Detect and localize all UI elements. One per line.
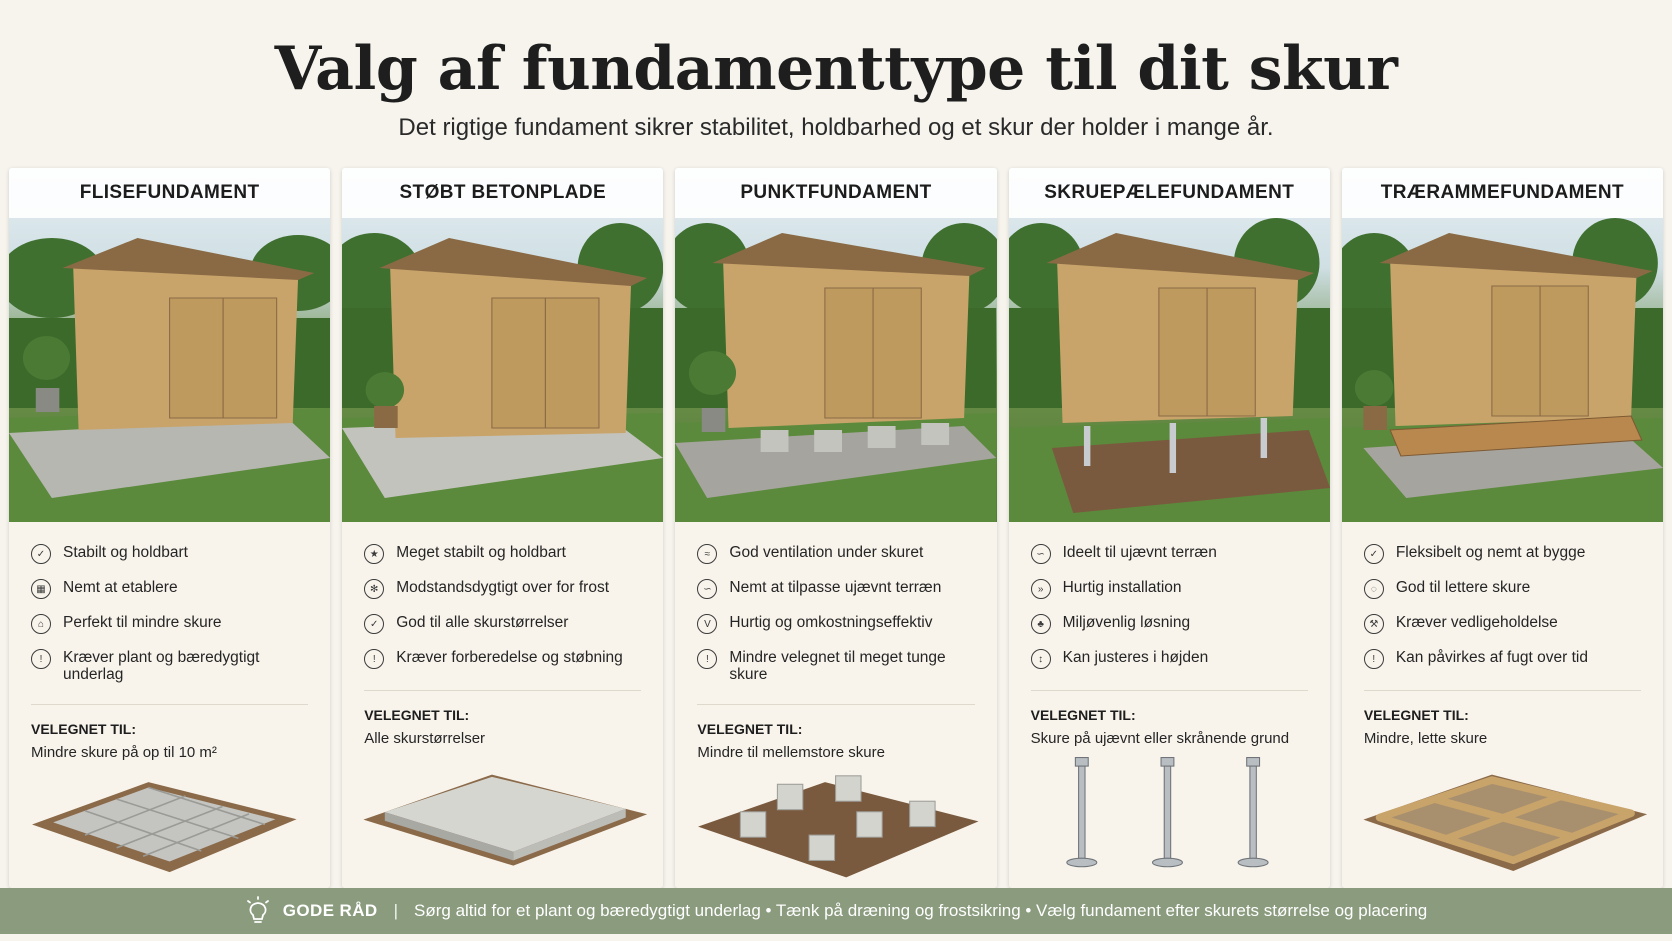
suitable-text: Mindre, lette skure bbox=[1363, 730, 1488, 747]
medal-icon: ★ bbox=[364, 544, 384, 564]
screw-piles-illustration bbox=[1009, 747, 1330, 888]
divider bbox=[1364, 690, 1641, 691]
feather-icon: ◌ bbox=[1364, 579, 1384, 599]
feature-list bbox=[342, 522, 663, 684]
feature-item: » Hurtig installation bbox=[1031, 579, 1310, 599]
suitable-label: VELEGNET TIL: bbox=[1030, 707, 1136, 723]
card-punktfundament bbox=[675, 168, 996, 888]
feature-list bbox=[9, 522, 330, 698]
divider bbox=[31, 704, 308, 705]
card-title: FLISEFUNDAMENT bbox=[9, 168, 330, 218]
airflow-icon: ≈ bbox=[697, 544, 717, 564]
feature-item: ↕ Kan justeres i højden bbox=[1031, 649, 1310, 669]
feature-item: ✻ Modstandsdygtigt over for frost bbox=[364, 579, 643, 599]
suitable-label: VELEGNET TIL: bbox=[1363, 707, 1469, 723]
tips-label: GODE RÅD bbox=[282, 901, 378, 920]
feature-item: ! Kræver forberedelse og støbning bbox=[364, 649, 643, 669]
wood-frame-illustration bbox=[1342, 747, 1663, 888]
suitable-label: VELEGNET TIL: bbox=[364, 707, 470, 723]
feature-item: ! Kræver plant og bæredygtigt underlag bbox=[31, 649, 310, 683]
shield-check-icon: ✓ bbox=[31, 544, 51, 564]
divider bbox=[697, 704, 974, 705]
concrete-slab-illustration bbox=[342, 747, 663, 888]
feature-item: ! Mindre velegnet til meget tunge skure bbox=[697, 649, 976, 683]
card-traerammefundament bbox=[1342, 168, 1663, 888]
suitable-label: VELEGNET TIL: bbox=[697, 721, 803, 737]
feature-item: ✓ Fleksibelt og nemt at bygge bbox=[1364, 544, 1643, 564]
card-title: TRÆRAMMEFUNDAMENT bbox=[1342, 168, 1663, 218]
card-title: STØBT BETONPLADE bbox=[342, 168, 663, 218]
shed-on-screw-piles-photo bbox=[1009, 168, 1330, 522]
checkbox-icon: ✓ bbox=[1364, 544, 1384, 564]
divider bbox=[364, 690, 641, 691]
wrench-icon: ⚒ bbox=[1364, 614, 1384, 634]
tiles-icon: ▦ bbox=[31, 579, 51, 599]
card-title: SKRUEPÆLEFUNDAMENT bbox=[1009, 168, 1330, 218]
card-stoebt-betonplade bbox=[342, 168, 663, 888]
feature-item: ! Kan påvirkes af fugt over tid bbox=[1364, 649, 1643, 669]
feature-item: ≈ God ventilation under skuret bbox=[697, 544, 976, 564]
concrete-blocks-illustration bbox=[675, 761, 996, 888]
adjust-icon: ↕ bbox=[1031, 649, 1051, 669]
tips-text: Sørg altid for et plant og bæredygtigt underlag • Tænk på dræning og frostsikring • Vælg fundament efter skurets størrelse og placering bbox=[414, 901, 1428, 920]
shed-photo bbox=[9, 168, 330, 522]
terrain-icon: ∽ bbox=[697, 579, 717, 599]
card-flisefundament bbox=[9, 168, 330, 888]
suitable-text: Skure på ujævnt eller skrånende grund bbox=[1030, 730, 1290, 747]
feature-item: ⌂ Perfekt til mindre skure bbox=[31, 614, 310, 634]
divider bbox=[1031, 690, 1308, 691]
page-title: Valg af fundamenttype til dit skur bbox=[274, 34, 1398, 104]
shed-on-concrete-photo bbox=[342, 168, 663, 522]
warning-icon: ! bbox=[697, 649, 717, 669]
shed-photo bbox=[1342, 168, 1663, 522]
feature-item: ▦ Nemt at etablere bbox=[31, 579, 310, 599]
tips-separator: | bbox=[393, 901, 399, 920]
feature-item: ⚒ Kræver vedligeholdelse bbox=[1364, 614, 1643, 634]
page-subtitle: Det rigtige fundament sikrer stabilitet, holdbarhed og et skur der holder i mange år. bbox=[398, 114, 1274, 141]
feature-list bbox=[1342, 522, 1663, 684]
shed-on-blocks-photo bbox=[675, 168, 996, 522]
value-icon: V bbox=[697, 614, 717, 634]
lightbulb-icon bbox=[245, 896, 271, 926]
feature-item: ◌ God til lettere skure bbox=[1364, 579, 1643, 599]
suitable-text: Alle skurstørrelser bbox=[364, 730, 486, 747]
suitable-text: Mindre til mellemstore skure bbox=[697, 744, 885, 761]
tips-bar bbox=[0, 888, 1672, 934]
suitable-text: Mindre skure på op til 10 m² bbox=[31, 744, 217, 761]
warning-icon: ! bbox=[364, 649, 384, 669]
snowflake-icon: ✻ bbox=[364, 579, 384, 599]
shed-photo bbox=[342, 168, 663, 522]
feature-item: ♣ Miljøvenlig løsning bbox=[1031, 614, 1310, 634]
shed-photo bbox=[1009, 168, 1330, 522]
feature-list bbox=[1009, 522, 1330, 684]
shed-on-wood-frame-photo bbox=[1342, 168, 1663, 522]
feature-list bbox=[675, 522, 996, 698]
foundation-cards bbox=[9, 168, 1663, 888]
feature-item: ∽ Nemt at tilpasse ujævnt terræn bbox=[697, 579, 976, 599]
speed-icon: » bbox=[1031, 579, 1051, 599]
leaf-icon: ♣ bbox=[1031, 614, 1051, 634]
feature-item: ★ Meget stabilt og holdbart bbox=[364, 544, 643, 564]
suitable-label: VELEGNET TIL: bbox=[31, 721, 136, 737]
check-icon: ✓ bbox=[364, 614, 384, 634]
feature-item: V Hurtig og omkostningseffektiv bbox=[697, 614, 976, 634]
feature-item: ✓ Stabilt og holdbart bbox=[31, 544, 310, 564]
card-title: PUNKTFUNDAMENT bbox=[675, 168, 996, 218]
terrain-icon: ∽ bbox=[1031, 544, 1051, 564]
card-skruepaelefundament bbox=[1009, 168, 1330, 888]
warning-icon: ! bbox=[1364, 649, 1384, 669]
paving-tiles-illustration bbox=[9, 761, 330, 888]
house-icon: ⌂ bbox=[31, 614, 51, 634]
shed-photo bbox=[675, 168, 996, 522]
shed-on-tiles-photo bbox=[9, 168, 330, 522]
warning-icon: ! bbox=[31, 649, 51, 669]
feature-item: ∽ Ideelt til ujævnt terræn bbox=[1031, 544, 1310, 564]
feature-item: ✓ God til alle skurstørrelser bbox=[364, 614, 643, 634]
